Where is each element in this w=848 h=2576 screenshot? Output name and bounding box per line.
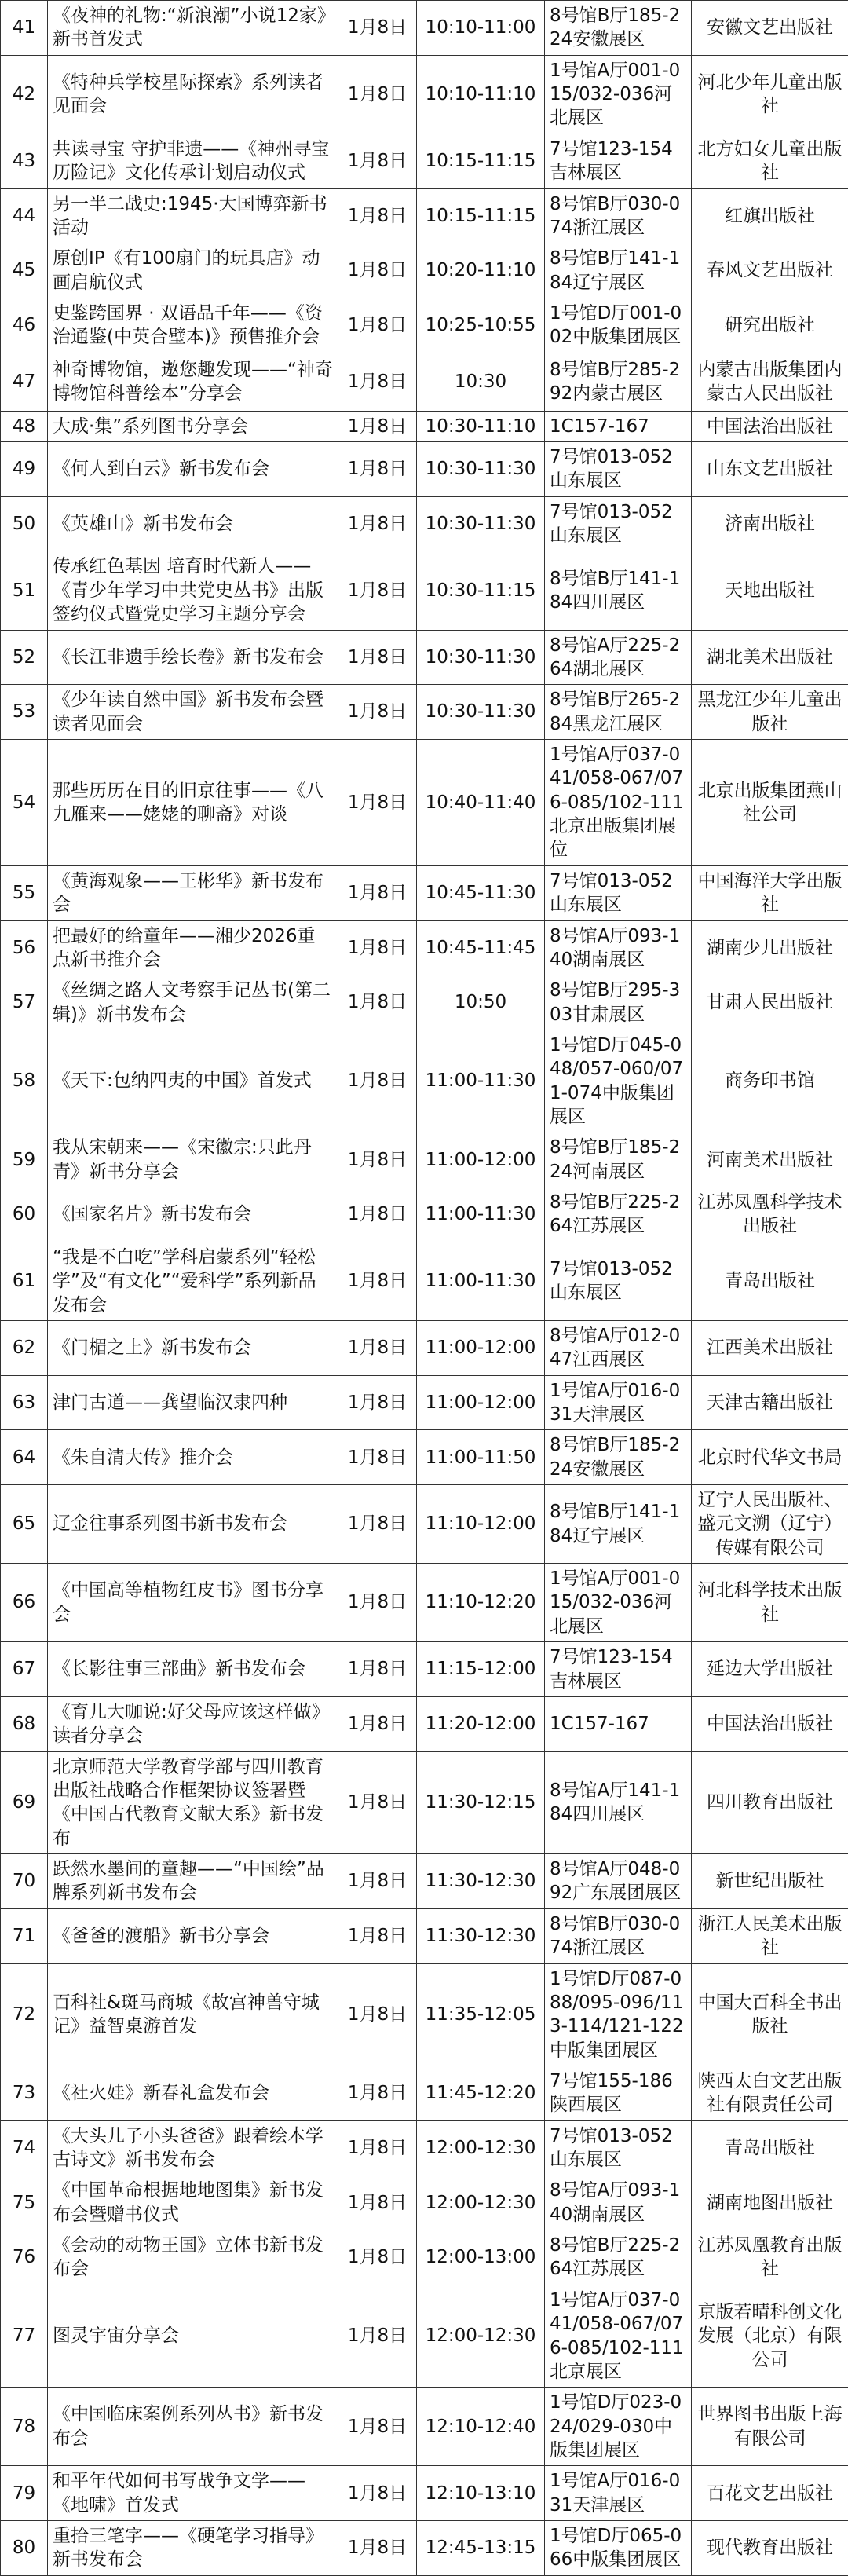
row-number: 63	[1, 1375, 48, 1430]
event-publisher: 江苏凤凰教育出版社	[692, 2230, 848, 2285]
event-publisher: 辽宁人民出版社、盛元文溯（辽宁）传媒有限公司	[692, 1485, 848, 1564]
table-row	[1, 1696, 848, 1751]
event-date: 1月8日	[338, 1963, 417, 2066]
event-title: 《中国临床案例系列丛书》新书发布会	[48, 2388, 338, 2466]
event-venue: 8号馆A厅012-047江西展区	[545, 1320, 692, 1375]
event-time: 10:30-11:30	[417, 442, 545, 497]
event-date: 1月8日	[338, 298, 417, 353]
event-title: 《长影往事三部曲》新书发布会	[48, 1642, 338, 1697]
event-publisher: 商务印书馆	[692, 1030, 848, 1132]
row-number: 75	[1, 2175, 48, 2230]
table-row	[1, 1485, 848, 1564]
table-row	[1, 975, 848, 1030]
row-number: 69	[1, 1751, 48, 1853]
row-number: 53	[1, 685, 48, 740]
table-row	[1, 2230, 848, 2285]
event-publisher: 江苏凤凰科学技术出版社	[692, 1187, 848, 1242]
event-venue: 8号馆B厅185-224安徽展区	[545, 1, 692, 56]
row-number: 52	[1, 630, 48, 685]
event-date: 1月8日	[338, 1696, 417, 1751]
event-date: 1月8日	[338, 442, 417, 497]
schedule-body	[1, 1, 848, 2576]
event-venue: 8号馆B厅030-074浙江展区	[545, 188, 692, 243]
table-row	[1, 2066, 848, 2120]
event-title: 史鉴跨国界 · 双语品千年——《资治通鉴(中英合璧本)》预售推介会	[48, 298, 338, 353]
event-date: 1月8日	[338, 1485, 417, 1564]
event-title: 《会动的动物王国》立体书新书发布会	[48, 2230, 338, 2285]
event-time: 10:10-11:00	[417, 1, 545, 56]
event-publisher: 河北少年儿童出版社	[692, 55, 848, 134]
event-time: 10:30	[417, 353, 545, 411]
row-number: 44	[1, 188, 48, 243]
table-row	[1, 1908, 848, 1963]
event-venue: 1号馆D厅023-024/029-030中版集团展区	[545, 2388, 692, 2466]
event-venue: 7号馆013-052山东展区	[545, 2120, 692, 2175]
event-title: 《育儿大咖说:好父母应该这样做》读者分享会	[48, 1696, 338, 1751]
event-venue: 1号馆A厅037-041/058-067/076-085/102-111北京出版集团展位	[545, 739, 692, 865]
event-publisher: 百花文艺出版社	[692, 2466, 848, 2521]
table-row	[1, 188, 848, 243]
event-date: 1月8日	[338, 2175, 417, 2230]
event-venue: 1号馆A厅016-031天津展区	[545, 2466, 692, 2521]
table-row	[1, 298, 848, 353]
event-date: 1月8日	[338, 1564, 417, 1642]
row-number: 78	[1, 2388, 48, 2466]
row-number: 62	[1, 1320, 48, 1375]
table-row	[1, 630, 848, 685]
event-time: 10:30-11:30	[417, 685, 545, 740]
event-time: 11:00-11:30	[417, 1187, 545, 1242]
event-venue: 7号馆013-052山东展区	[545, 1242, 692, 1320]
row-number: 67	[1, 1642, 48, 1697]
event-time: 10:45-11:45	[417, 920, 545, 975]
event-title: 《爸爸的渡船》新书分享会	[48, 1908, 338, 1963]
event-publisher: 红旗出版社	[692, 188, 848, 243]
event-date: 1月8日	[338, 1751, 417, 1853]
event-venue: 8号馆B厅141-184辽宁展区	[545, 1485, 692, 1564]
event-date: 1月8日	[338, 2285, 417, 2387]
event-publisher: 中国法治出版社	[692, 1696, 848, 1751]
row-number: 47	[1, 353, 48, 411]
event-title: 和平年代如何书写战争文学——《地啸》首发式	[48, 2466, 338, 2521]
event-date: 1月8日	[338, 2120, 417, 2175]
event-date: 1月8日	[338, 1187, 417, 1242]
event-publisher: 研究出版社	[692, 298, 848, 353]
row-number: 49	[1, 442, 48, 497]
event-time: 12:10-12:40	[417, 2388, 545, 2466]
event-time: 11:20-12:00	[417, 1696, 545, 1751]
row-number: 45	[1, 243, 48, 298]
event-time: 11:30-12:30	[417, 1908, 545, 1963]
row-number: 61	[1, 1242, 48, 1320]
event-time: 10:45-11:30	[417, 865, 545, 920]
event-publisher: 新世纪出版社	[692, 1854, 848, 1909]
event-publisher: 济南出版社	[692, 496, 848, 551]
table-row	[1, 865, 848, 920]
event-title: 津门古道——龚望临汉隶四种	[48, 1375, 338, 1430]
event-venue: 8号馆A厅093-140湖南展区	[545, 2175, 692, 2230]
table-row	[1, 1430, 848, 1485]
table-row	[1, 1854, 848, 1909]
event-date: 1月8日	[338, 2066, 417, 2120]
event-title: 图灵宇宙分享会	[48, 2285, 338, 2387]
table-row	[1, 920, 848, 975]
event-date: 1月8日	[338, 975, 417, 1030]
event-publisher: 天津古籍出版社	[692, 1375, 848, 1430]
event-title: 《天下:包纳四夷的中国》首发式	[48, 1030, 338, 1132]
event-date: 1月8日	[338, 1642, 417, 1697]
event-time: 12:00-12:30	[417, 2285, 545, 2387]
event-venue: 8号馆A厅141-184四川展区	[545, 1751, 692, 1853]
event-publisher: 北方妇女儿童出版社	[692, 134, 848, 188]
event-title: 《特种兵学校星际探索》系列读者见面会	[48, 55, 338, 134]
event-venue: 1号馆A厅001-015/032-036河北展区	[545, 55, 692, 134]
table-row	[1, 442, 848, 497]
table-row	[1, 1030, 848, 1132]
event-venue: 8号馆A厅225-264湖北展区	[545, 630, 692, 685]
event-time: 12:00-12:30	[417, 2120, 545, 2175]
event-title: 北京师范大学教育学部与四川教育出版社战略合作框架协议签署暨《中国古代教育文献大系》新书发布	[48, 1751, 338, 1853]
event-date: 1月8日	[338, 1320, 417, 1375]
event-time: 10:40-11:40	[417, 739, 545, 865]
row-number: 43	[1, 134, 48, 188]
event-date: 1月8日	[338, 1908, 417, 1963]
event-title: 大成·集”系列图书分享会	[48, 411, 338, 441]
event-time: 12:00-13:00	[417, 2230, 545, 2285]
event-title: 《何人到白云》新书发布会	[48, 442, 338, 497]
row-number: 68	[1, 1696, 48, 1751]
event-title: 《中国革命根据地地图集》新书发布会暨赠书仪式	[48, 2175, 338, 2230]
row-number: 76	[1, 2230, 48, 2285]
event-publisher: 北京出版集团燕山社公司	[692, 739, 848, 865]
table-row	[1, 243, 848, 298]
row-number: 55	[1, 865, 48, 920]
event-title: 《国家名片》新书发布会	[48, 1187, 338, 1242]
event-time: 10:30-11:30	[417, 630, 545, 685]
event-date: 1月8日	[338, 2466, 417, 2521]
row-number: 51	[1, 551, 48, 630]
event-publisher: 京版若晴科创文化发展（北京）有限公司	[692, 2285, 848, 2387]
event-publisher: 天地出版社	[692, 551, 848, 630]
row-number: 77	[1, 2285, 48, 2387]
event-title: 《夜神的礼物:“新浪潮”小说12家》新书首发式	[48, 1, 338, 56]
event-venue: 7号馆155-186陕西展区	[545, 2066, 692, 2120]
event-venue: 8号馆B厅225-264江苏展区	[545, 1187, 692, 1242]
event-date: 1月8日	[338, 1854, 417, 1909]
event-date: 1月8日	[338, 2388, 417, 2466]
event-venue: 1号馆A厅037-041/058-067/076-085/102-111北京展区	[545, 2285, 692, 2387]
event-title: 《大头儿子小头爸爸》跟着绘本学古诗文》新书发布会	[48, 2120, 338, 2175]
event-time: 11:00-11:50	[417, 1430, 545, 1485]
event-publisher: 延边大学出版社	[692, 1642, 848, 1697]
event-venue: 8号馆B厅185-224河南展区	[545, 1132, 692, 1187]
table-row	[1, 2521, 848, 2576]
table-row	[1, 1642, 848, 1697]
event-date: 1月8日	[338, 1132, 417, 1187]
row-number: 71	[1, 1908, 48, 1963]
event-time: 11:35-12:05	[417, 1963, 545, 2066]
event-venue: 1C157-167	[545, 411, 692, 441]
event-date: 1月8日	[338, 1030, 417, 1132]
event-title: 传承红色基因 培育时代新人——《青少年学习中共党史丛书》出版签约仪式暨党史学习主题分享会	[48, 551, 338, 630]
event-publisher: 江西美术出版社	[692, 1320, 848, 1375]
event-time: 11:15-12:00	[417, 1642, 545, 1697]
event-publisher: 安徽文艺出版社	[692, 1, 848, 56]
event-publisher: 湖南地图出版社	[692, 2175, 848, 2230]
table-row	[1, 1751, 848, 1853]
event-publisher: 湖北美术出版社	[692, 630, 848, 685]
event-title: 《朱自清大传》推介会	[48, 1430, 338, 1485]
event-time: 11:00-12:00	[417, 1132, 545, 1187]
event-time: 10:50	[417, 975, 545, 1030]
event-time: 11:10-12:00	[417, 1485, 545, 1564]
event-title: 神奇博物馆，遨您趣发现——“神奇博物馆科普绘本”分享会	[48, 353, 338, 411]
event-date: 1月8日	[338, 920, 417, 975]
event-date: 1月8日	[338, 353, 417, 411]
event-venue: 1号馆D厅087-088/095-096/113-114/121-122中版集团展区	[545, 1963, 692, 2066]
event-publisher: 青岛出版社	[692, 1242, 848, 1320]
event-venue: 7号馆123-154吉林展区	[545, 1642, 692, 1697]
row-number: 50	[1, 496, 48, 551]
event-publisher: 北京时代华文书局	[692, 1430, 848, 1485]
event-venue: 8号馆B厅225-264江苏展区	[545, 2230, 692, 2285]
row-number: 74	[1, 2120, 48, 2175]
event-publisher: 春风文艺出版社	[692, 243, 848, 298]
row-number: 41	[1, 1, 48, 56]
row-number: 65	[1, 1485, 48, 1564]
event-title: 另一半二战史:1945·大国博弈新书活动	[48, 188, 338, 243]
table-row	[1, 1375, 848, 1430]
event-date: 1月8日	[338, 2230, 417, 2285]
event-title: 重拾三笔字——《硬笔学习指导》新书发布会	[48, 2521, 338, 2576]
table-row	[1, 1242, 848, 1320]
event-date: 1月8日	[338, 1, 417, 56]
event-title: 《英雄山》新书发布会	[48, 496, 338, 551]
event-date: 1月8日	[338, 55, 417, 134]
event-time: 11:00-12:00	[417, 1375, 545, 1430]
row-number: 56	[1, 920, 48, 975]
table-row	[1, 2388, 848, 2466]
event-date: 1月8日	[338, 188, 417, 243]
event-date: 1月8日	[338, 685, 417, 740]
event-time: 10:10-11:10	[417, 55, 545, 134]
event-venue: 8号馆B厅141-184四川展区	[545, 551, 692, 630]
row-number: 57	[1, 975, 48, 1030]
table-row	[1, 496, 848, 551]
event-publisher: 河南美术出版社	[692, 1132, 848, 1187]
event-date: 1月8日	[338, 411, 417, 441]
event-publisher: 山东文艺出版社	[692, 442, 848, 497]
event-date: 1月8日	[338, 496, 417, 551]
table-row	[1, 1132, 848, 1187]
event-publisher: 陕西太白文艺出版社有限责任公司	[692, 2066, 848, 2120]
event-venue: 8号馆B厅141-184辽宁展区	[545, 243, 692, 298]
table-row	[1, 55, 848, 134]
event-publisher: 青岛出版社	[692, 2120, 848, 2175]
event-venue: 7号馆123-154吉林展区	[545, 134, 692, 188]
event-time: 10:30-11:30	[417, 496, 545, 551]
table-row	[1, 2466, 848, 2521]
event-venue: 8号馆A厅048-092广东展团展区	[545, 1854, 692, 1909]
event-publisher: 湖南少儿出版社	[692, 920, 848, 975]
event-venue: 8号馆B厅295-303甘肃展区	[545, 975, 692, 1030]
event-publisher: 世界图书出版上海有限公司	[692, 2388, 848, 2466]
table-row	[1, 2120, 848, 2175]
event-venue: 1C157-167	[545, 1696, 692, 1751]
event-venue: 8号馆B厅265-284黑龙江展区	[545, 685, 692, 740]
row-number: 79	[1, 2466, 48, 2521]
event-time: 11:30-12:15	[417, 1751, 545, 1853]
row-number: 70	[1, 1854, 48, 1909]
event-publisher: 中国海洋大学出版社	[692, 865, 848, 920]
row-number: 66	[1, 1564, 48, 1642]
event-title: 共读寻宝 守护非遗——《神州寻宝历险记》文化传承计划启动仪式	[48, 134, 338, 188]
table-row	[1, 2175, 848, 2230]
event-title: 原创IP《有100扇门的玩具店》动画启航仪式	[48, 243, 338, 298]
event-time: 11:00-11:30	[417, 1242, 545, 1320]
row-number: 80	[1, 2521, 48, 2576]
event-title: 百科社&斑马商城《故宫神兽守城记》益智桌游首发	[48, 1963, 338, 2066]
event-venue: 1号馆D厅065-066中版集团展区	[545, 2521, 692, 2576]
event-venue: 7号馆013-052山东展区	[545, 442, 692, 497]
event-publisher: 河北科学技术出版社	[692, 1564, 848, 1642]
event-venue: 1号馆D厅045-048/057-060/071-074中版集团展区	[545, 1030, 692, 1132]
row-number: 73	[1, 2066, 48, 2120]
event-venue: 8号馆B厅185-224安徽展区	[545, 1430, 692, 1485]
event-title: “我是不白吃”学科启蒙系列“轻松学”及“有文化”“爱科学”系列新品发布会	[48, 1242, 338, 1320]
row-number: 54	[1, 739, 48, 865]
event-venue: 7号馆013-052山东展区	[545, 865, 692, 920]
event-venue: 8号馆B厅030-074浙江展区	[545, 1908, 692, 1963]
event-date: 1月8日	[338, 630, 417, 685]
event-venue: 8号馆A厅093-140湖南展区	[545, 920, 692, 975]
table-row	[1, 411, 848, 441]
row-number: 46	[1, 298, 48, 353]
event-time: 11:45-12:20	[417, 2066, 545, 2120]
event-time: 10:15-11:15	[417, 188, 545, 243]
event-date: 1月8日	[338, 1430, 417, 1485]
event-publisher: 四川教育出版社	[692, 1751, 848, 1853]
event-time: 10:30-11:10	[417, 411, 545, 441]
event-date: 1月8日	[338, 551, 417, 630]
event-time: 10:25-10:55	[417, 298, 545, 353]
event-title: 辽金往事系列图书新书发布会	[48, 1485, 338, 1564]
row-number: 60	[1, 1187, 48, 1242]
event-publisher: 黑龙江少年儿童出版社	[692, 685, 848, 740]
event-title: 《社火娃》新春礼盒发布会	[48, 2066, 338, 2120]
event-venue: 1号馆A厅016-031天津展区	[545, 1375, 692, 1430]
event-publisher: 现代教育出版社	[692, 2521, 848, 2576]
event-date: 1月8日	[338, 739, 417, 865]
event-venue: 7号馆013-052山东展区	[545, 496, 692, 551]
event-venue: 1号馆A厅001-015/032-036河北展区	[545, 1564, 692, 1642]
event-publisher: 甘肃人民出版社	[692, 975, 848, 1030]
table-row	[1, 551, 848, 630]
event-publisher: 中国大百科全书出版社	[692, 1963, 848, 2066]
event-time: 10:15-11:15	[417, 134, 545, 188]
row-number: 48	[1, 411, 48, 441]
event-title: 《中国高等植物红皮书》图书分享会	[48, 1564, 338, 1642]
event-title: 那些历历在目的旧京往事——《八九雁来——姥姥的聊斋》对谈	[48, 739, 338, 865]
event-title: 把最好的给童年——湘少2026重点新书推介会	[48, 920, 338, 975]
event-time: 12:00-12:30	[417, 2175, 545, 2230]
row-number: 42	[1, 55, 48, 134]
table-row	[1, 353, 848, 411]
table-row	[1, 1, 848, 56]
event-title: 《丝绸之路人文考察手记丛书(第二辑)》新书发布会	[48, 975, 338, 1030]
event-publisher: 中国法治出版社	[692, 411, 848, 441]
table-row	[1, 134, 848, 188]
table-row	[1, 1187, 848, 1242]
event-time: 11:00-12:00	[417, 1320, 545, 1375]
event-title: 《少年读自然中国》新书发布会暨读者见面会	[48, 685, 338, 740]
event-title: 《黄海观象——王彬华》新书发布会	[48, 865, 338, 920]
table-row	[1, 739, 848, 865]
event-venue: 1号馆D厅001-002中版集团展区	[545, 298, 692, 353]
row-number: 58	[1, 1030, 48, 1132]
event-title: 跃然水墨间的童趣——“中国绘”品牌系列新书发布会	[48, 1854, 338, 1909]
event-date: 1月8日	[338, 865, 417, 920]
event-time: 12:45-13:15	[417, 2521, 545, 2576]
row-number: 59	[1, 1132, 48, 1187]
event-title: 《长江非遗手绘长卷》新书发布会	[48, 630, 338, 685]
event-time: 11:10-12:20	[417, 1564, 545, 1642]
event-date: 1月8日	[338, 243, 417, 298]
table-row	[1, 2285, 848, 2387]
event-title: 《门楣之上》新书发布会	[48, 1320, 338, 1375]
table-row	[1, 1320, 848, 1375]
event-publisher: 浙江人民美术出版社	[692, 1908, 848, 1963]
row-number: 72	[1, 1963, 48, 2066]
event-date: 1月8日	[338, 2521, 417, 2576]
event-date: 1月8日	[338, 1375, 417, 1430]
event-date: 1月8日	[338, 134, 417, 188]
event-time: 10:20-11:10	[417, 243, 545, 298]
event-title: 我从宋朝来——《宋徽宗:只此丹青》新书分享会	[48, 1132, 338, 1187]
event-venue: 8号馆B厅285-292内蒙古展区	[545, 353, 692, 411]
event-date: 1月8日	[338, 1242, 417, 1320]
event-time: 10:30-11:15	[417, 551, 545, 630]
row-number: 64	[1, 1430, 48, 1485]
table-row	[1, 685, 848, 740]
event-time: 11:30-12:30	[417, 1854, 545, 1909]
event-publisher: 内蒙古出版集团内蒙古人民出版社	[692, 353, 848, 411]
event-time: 11:00-11:30	[417, 1030, 545, 1132]
table-row	[1, 1564, 848, 1642]
event-time: 12:10-13:10	[417, 2466, 545, 2521]
table-row	[1, 1963, 848, 2066]
